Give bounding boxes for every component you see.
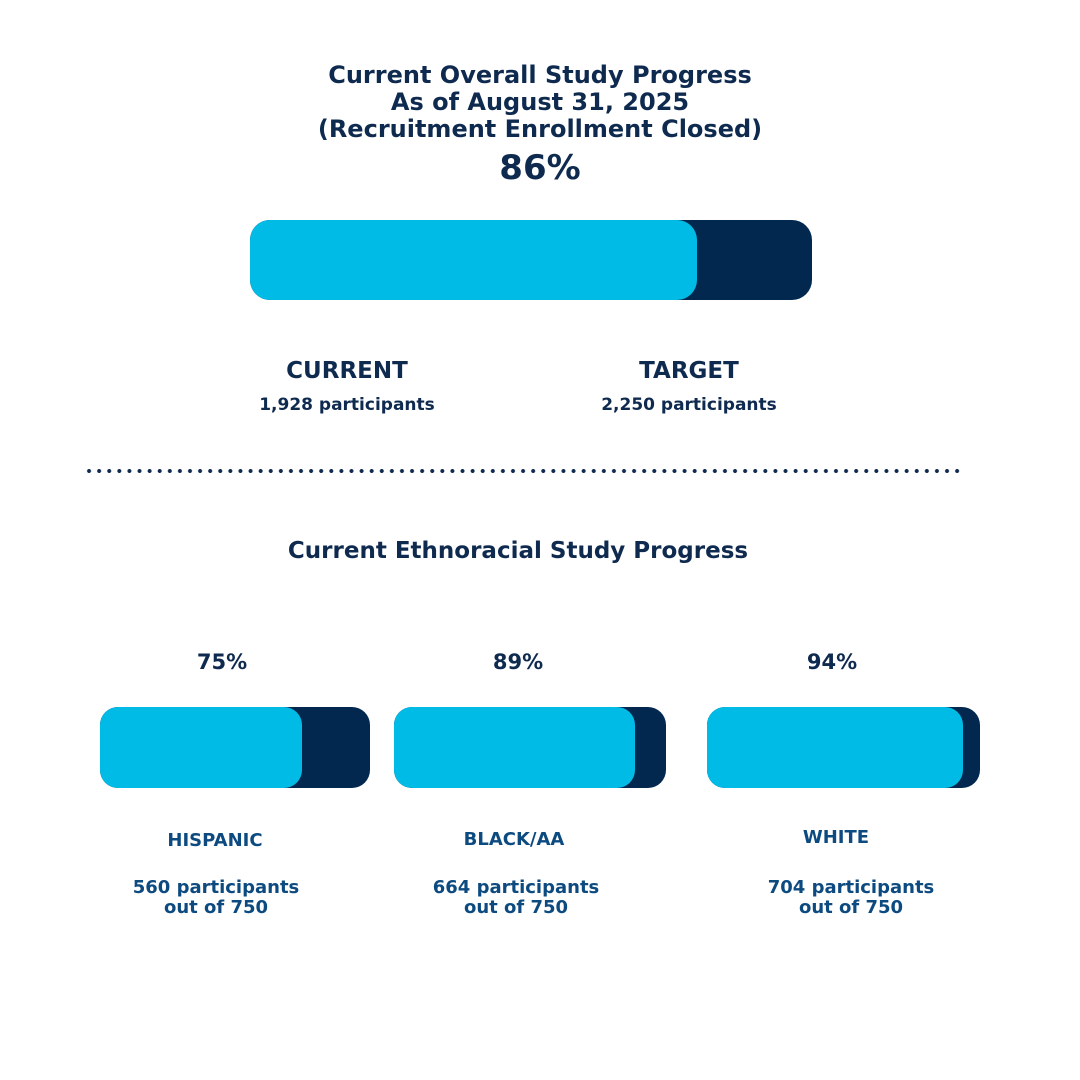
progress-bar-white — [707, 707, 980, 788]
count-label-hispanic — [86, 878, 346, 918]
overall-progress-fill — [250, 220, 697, 300]
page-title-line-1: Current Overall Study Progress — [328, 61, 752, 89]
count-line: 664 participants — [432, 877, 600, 898]
target-label: TARGET — [639, 358, 739, 384]
progress-fill-black-aa — [394, 707, 635, 788]
category-label-hispanic: HISPANIC — [167, 830, 263, 851]
overall-percent-label: 86% — [499, 148, 581, 188]
progress-track-black-aa — [394, 707, 666, 788]
progress-bar-hispanic — [100, 707, 370, 788]
count-line: out of 750 — [463, 897, 569, 918]
count-line: 704 participants — [767, 877, 935, 898]
current-stat — [197, 357, 497, 417]
target-stat — [539, 357, 839, 417]
ethnoracial-section-title: Current Ethnoracial Study Progress — [287, 538, 749, 564]
percent-label-white: 94% — [806, 650, 858, 674]
current-value: 1,928 participants — [259, 395, 435, 415]
overall-progress-track — [250, 220, 812, 300]
count-label-black-aa — [386, 878, 646, 918]
count-label-white — [721, 878, 981, 918]
progress-fill-white — [707, 707, 963, 788]
category-label-black-aa: BLACK/AA — [463, 829, 565, 850]
page-title-line-2: As of August 31, 2025 — [390, 88, 690, 116]
count-line: out of 750 — [798, 897, 904, 918]
count-line: 560 participants — [132, 877, 300, 898]
target-value: 2,250 participants — [601, 395, 777, 415]
dotted-divider — [84, 468, 960, 474]
progress-bar-black-aa — [394, 707, 666, 788]
percent-label-hispanic: 75% — [196, 650, 248, 674]
progress-track-hispanic — [100, 707, 370, 788]
progress-fill-hispanic — [100, 707, 302, 788]
category-label-white: WHITE — [802, 827, 870, 848]
percent-label-black-aa: 89% — [492, 650, 544, 674]
current-label: CURRENT — [286, 358, 408, 384]
progress-track-white — [707, 707, 980, 788]
count-line: out of 750 — [163, 897, 269, 918]
page-title-line-3: (Recruitment Enrollment Closed) — [317, 115, 763, 143]
